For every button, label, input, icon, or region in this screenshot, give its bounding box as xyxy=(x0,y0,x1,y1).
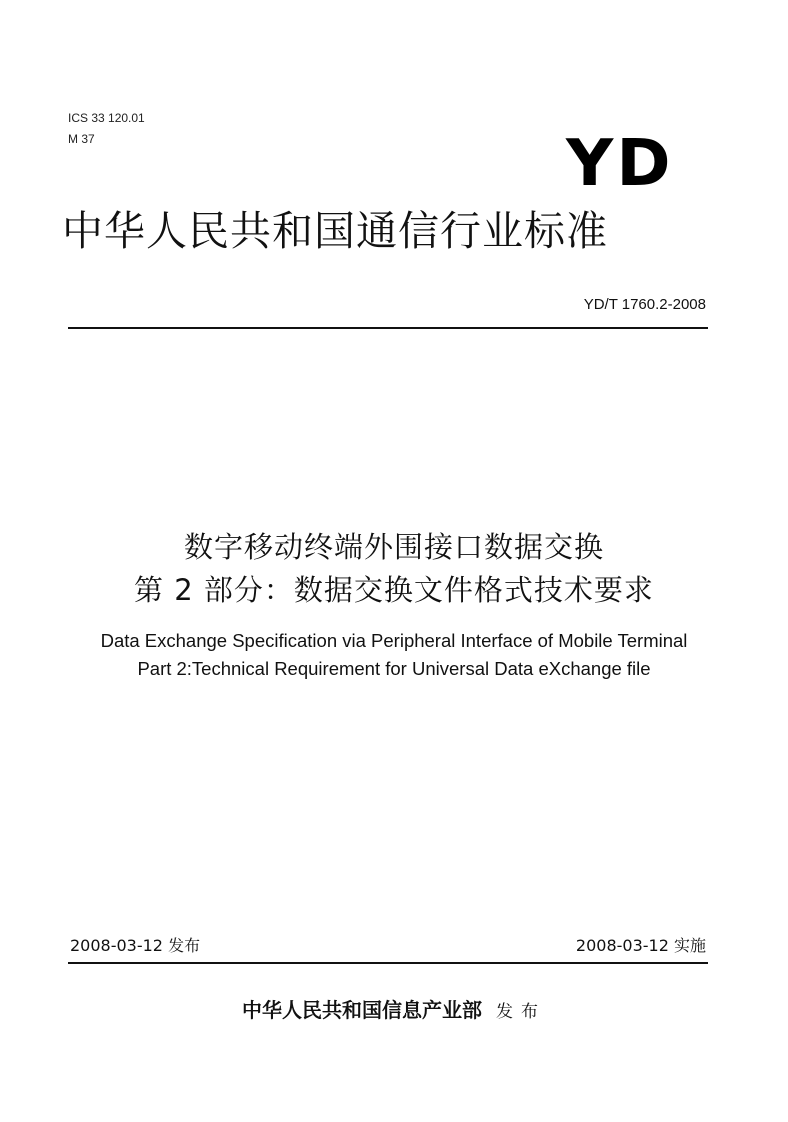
top-divider xyxy=(68,327,708,329)
english-title-line-1: Data Exchange Specification via Peripheral Interface of Mobile Terminal xyxy=(100,630,688,651)
standard-number: YD/T 1760.2-2008 xyxy=(583,296,706,313)
bottom-divider xyxy=(68,962,708,964)
issuer-action: 发布 xyxy=(496,1002,546,1022)
issuer-organization: 中华人民共和国信息产业部 xyxy=(242,998,482,1022)
english-title-line-2: Part 2:Technical Requirement for Universal Data eXchange file xyxy=(137,658,651,679)
implementation-date: 2008-03-12 实施 xyxy=(575,936,706,955)
issuer-line xyxy=(0,996,788,1026)
yd-logo: YD xyxy=(566,127,674,201)
chinese-title-line-1: 数字移动终端外围接口数据交换 xyxy=(183,530,604,564)
ics-code: ICS 33 120.01 xyxy=(68,111,145,125)
standard-title: 中华人民共和国通信行业标准 xyxy=(62,207,608,255)
chinese-title-line-2: 第 2 部分：数据交换文件格式技术要求 xyxy=(134,573,654,607)
publish-date: 2008-03-12 发布 xyxy=(70,936,201,955)
classification-code: M 37 xyxy=(68,132,95,146)
